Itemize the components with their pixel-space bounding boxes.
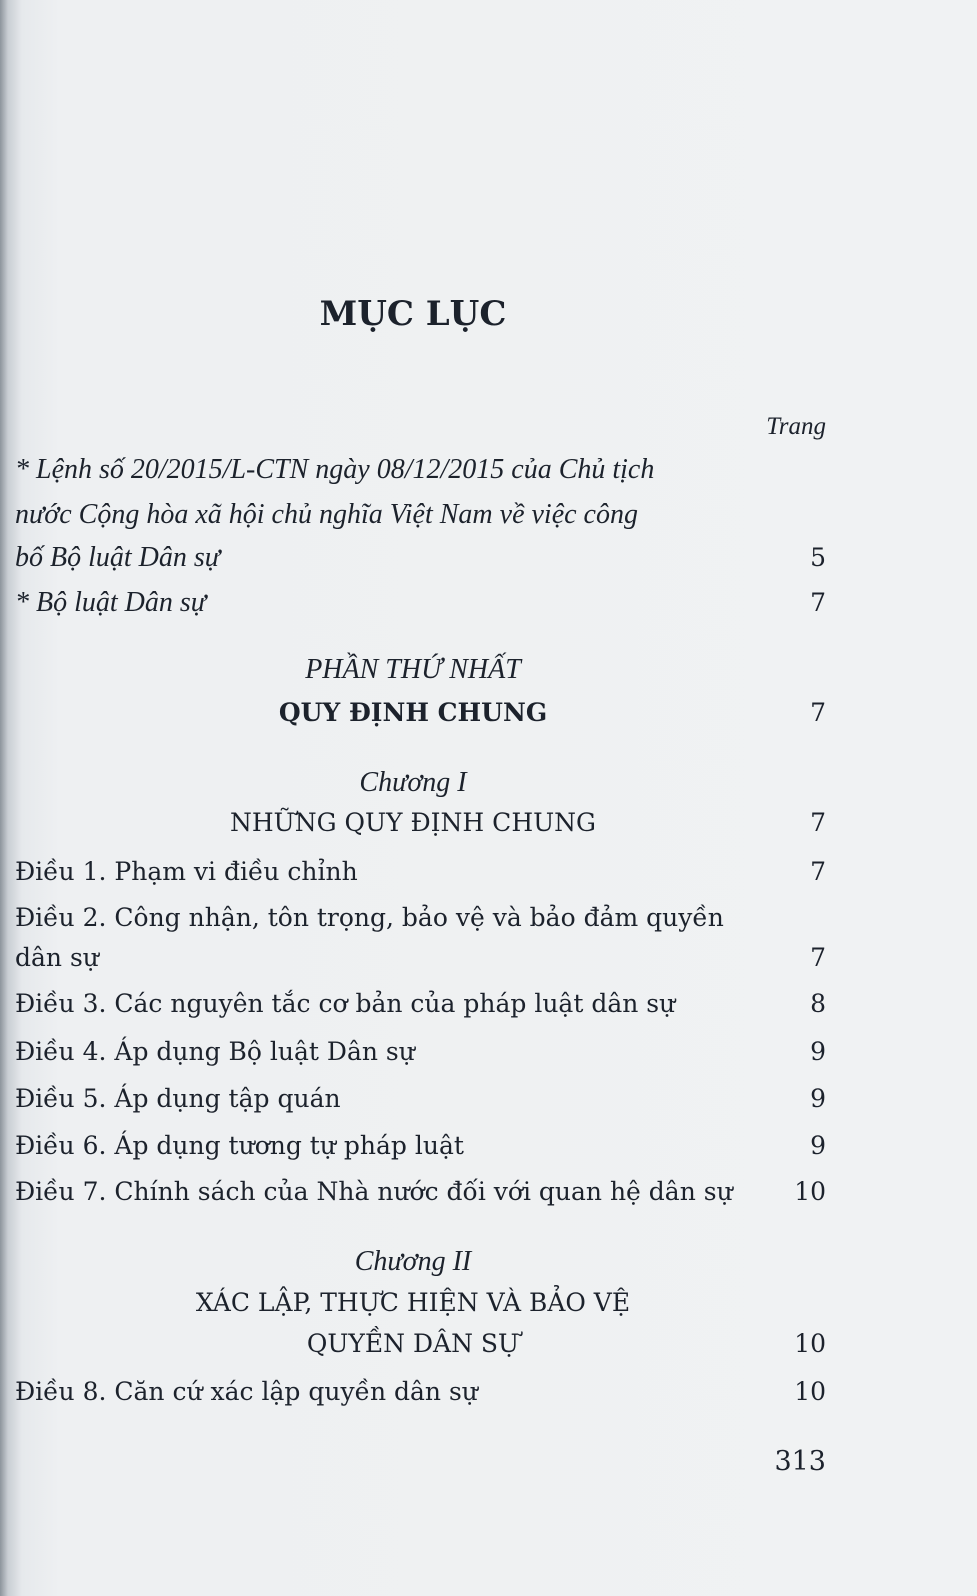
chapter-title: XÁC LẬP, THỰC HIỆN VÀ BẢO VỆ [195, 1288, 631, 1317]
part-title: QUY ĐỊNH CHUNG [278, 698, 548, 727]
toc-entry: nước Cộng hòa xã hội chủ nghĩa Việt Nam về việc công [15, 499, 638, 530]
chapter-heading: Chương II [354, 1246, 472, 1277]
page-title: MỤC LỤC [319, 294, 507, 334]
toc-entry: Điều 5. Áp dụng tập quán [15, 1084, 341, 1113]
toc-page: 8 [810, 989, 826, 1018]
toc-page: 10 [794, 1377, 826, 1406]
toc-entry: * Lệnh số 20/2015/L-CTN ngày 08/12/2015 của Chủ tịch [15, 454, 655, 485]
toc-page: 7 [810, 808, 826, 837]
toc-page: 9 [810, 1084, 826, 1113]
toc-page: 7 [810, 943, 826, 972]
toc-page: 10 [794, 1177, 826, 1206]
toc-entry: bố Bộ luật Dân sự [15, 542, 221, 573]
toc-entry: Điều 1. Phạm vi điều chỉnh [15, 857, 358, 886]
toc-page: 9 [810, 1037, 826, 1066]
toc-entry: Điều 3. Các nguyên tắc cơ bản của pháp luật dân sự [15, 989, 676, 1018]
page-column-label: Trang [766, 413, 826, 440]
part-heading: PHẦN THỨ NHẤT [305, 654, 521, 685]
toc-entry: Điều 8. Căn cứ xác lập quyền dân sự [15, 1377, 478, 1406]
page-number: 313 [774, 1446, 826, 1477]
toc-page: 9 [810, 1131, 826, 1160]
toc-page: 7 [810, 857, 826, 886]
toc-page: 10 [794, 1329, 826, 1358]
toc-page: 7 [810, 588, 826, 617]
toc-page: 5 [810, 543, 826, 572]
chapter-title: QUYỀN DÂN SỰ [306, 1329, 520, 1358]
chapter-heading: Chương I [359, 767, 467, 798]
toc-entry: Điều 7. Chính sách của Nhà nước đối với quan hệ dân sự [15, 1177, 733, 1206]
toc-entry: * Bộ luật Dân sự [15, 587, 207, 618]
toc-page: 7 [810, 698, 826, 727]
toc-entry: dân sự [15, 943, 99, 972]
toc-entry: Điều 4. Áp dụng Bộ luật Dân sự [15, 1037, 415, 1066]
chapter-title: NHỮNG QUY ĐỊNH CHUNG [229, 808, 597, 837]
toc-entry: Điều 2. Công nhận, tôn trọng, bảo vệ và bảo đảm quyền [15, 903, 724, 932]
toc-entry: Điều 6. Áp dụng tương tự pháp luật [15, 1131, 464, 1160]
